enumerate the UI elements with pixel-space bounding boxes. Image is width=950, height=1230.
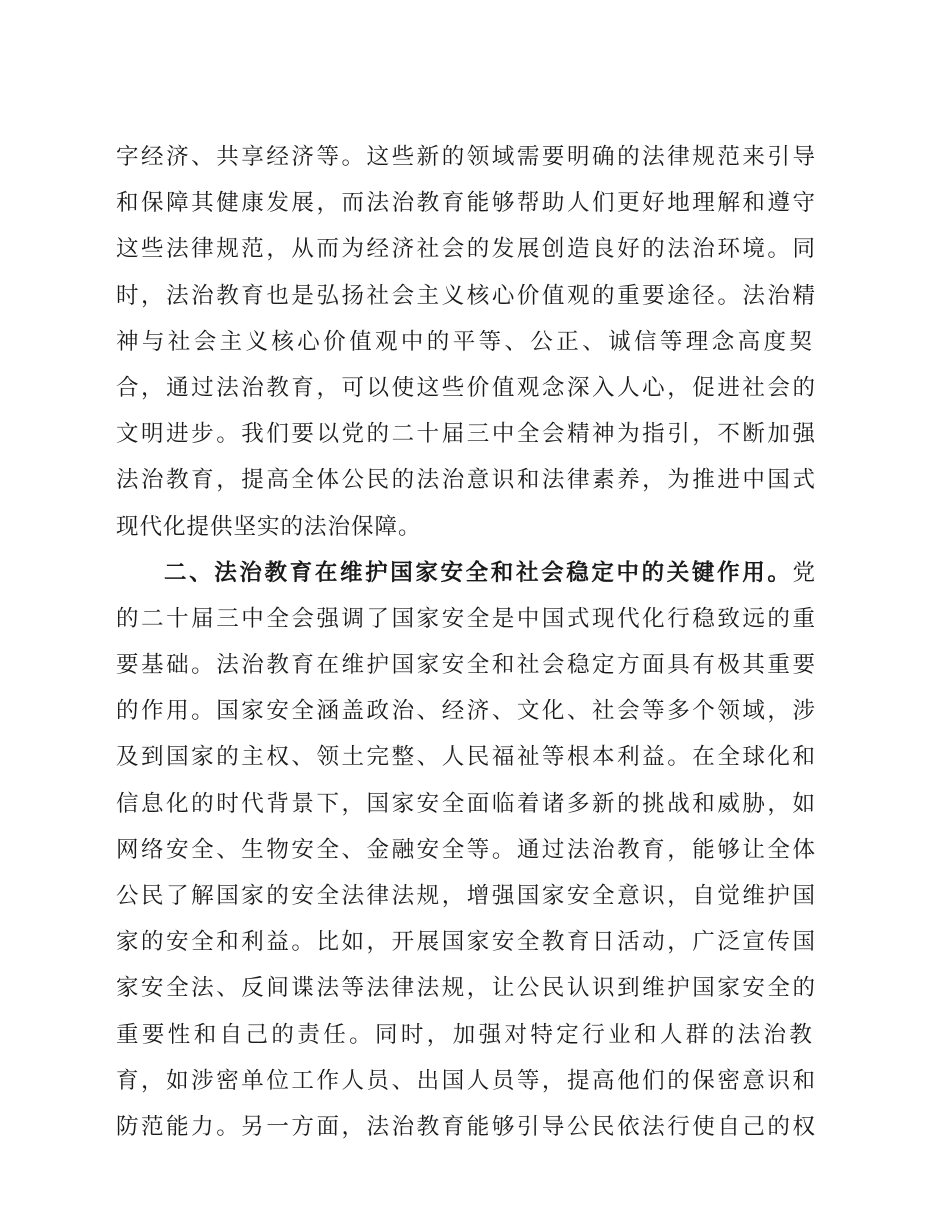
section2-line-4: 的作用。国家安全涵盖政治、经济、文化、社会等多个领域，涉 [116,698,816,725]
section2-line-8: 公民了解国家的安全法律法规，增强国家安全意识，自觉维护国 [116,883,816,909]
section2-line-5: 及到国家的主权、领土完整、人民福祉等根本利益。在全球化和 [116,744,816,771]
section2-line-7: 网络安全、生物安全、金融安全等。通过法治教育，能够让全体 [116,836,816,863]
paragraph1-line-4: 时，法治教育也是弘扬社会主义核心价值观的重要途径。法治精 [116,282,816,309]
section2-heading: 二、法治教育在维护国家安全和社会稳定中的关键作用。 [164,559,793,586]
section2-first-line [116,550,816,596]
section2-line-2: 的二十届三中全会强调了国家安全是中国式现代化行稳致远的重 [116,605,816,632]
document-body [116,134,816,1150]
section2-line-6: 信息化的时代背景下，国家安全面临着诸多新的挑战和威胁，如 [116,790,816,817]
paragraph1-line-8: 法治教育，提高全体公民的法治意识和法律素养，为推进中国式 [116,467,816,494]
paragraph1-line-5: 神与社会主义核心价值观中的平等、公正、诚信等理念高度契 [116,328,816,355]
section2-first-line-rest: 党 [792,559,816,586]
section2-line-10: 家安全法、反间谍法等法律法规，让公民认识到维护国家安全的 [116,975,816,1002]
section2-line-9: 家的安全和利益。比如，开展国家安全教育日活动，广泛宣传国 [116,929,816,956]
paragraph1-line-2: 和保障其健康发展，而法治教育能够帮助人们更好地理解和遵守 [116,190,816,217]
paragraph1-line-9: 现代化提供坚实的法治保障。 [116,513,422,540]
paragraph1-line-7: 文明进步。我们要以党的二十届三中全会精神为指引，不断加强 [116,421,816,448]
paragraph1-line-1: 字经济、共享经济等。这些新的领域需要明确的法律规范来引导 [116,144,816,170]
section2-line-3: 要基础。法治教育在维护国家安全和社会稳定方面具有极其重要 [116,652,816,679]
section2-line-13: 防范能力。另一方面，法治教育能够引导公民依法行使自己的权 [116,1113,816,1140]
section2-line-11: 重要性和自己的责任。同时，加强对特定行业和人群的法治教 [116,1021,816,1048]
paragraph1-line-6: 合，通过法治教育，可以使这些价值观念深入人心，促进社会的 [116,374,816,401]
paragraph1-line-3: 这些法律规范，从而为经济社会的发展创造良好的法治环境。同 [116,236,816,263]
section2-line-12: 育，如涉密单位工作人员、出国人员等，提高他们的保密意识和 [116,1067,816,1094]
